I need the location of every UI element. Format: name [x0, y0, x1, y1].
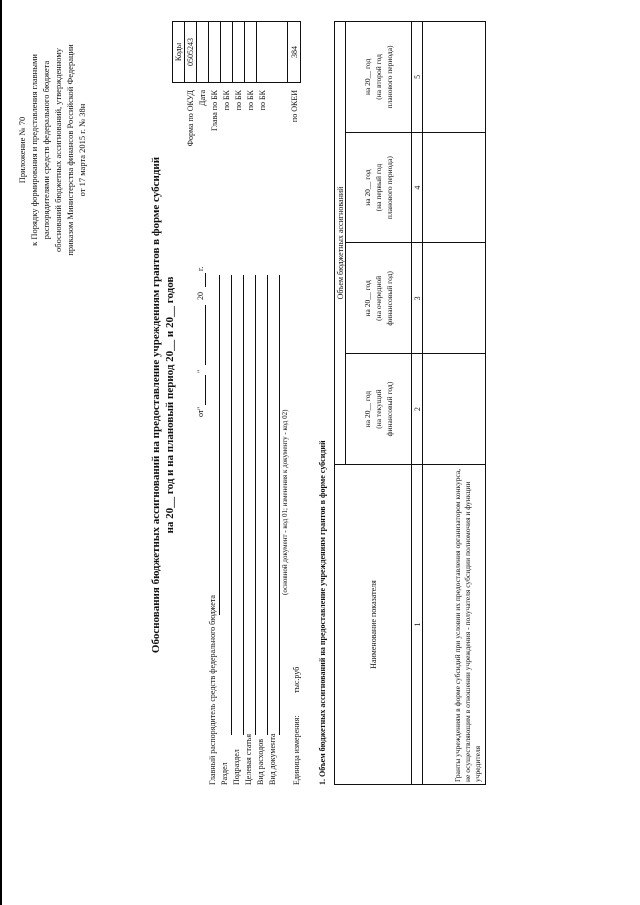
appendix-line-3: обоснований бюджетных ассигнований, утвержденному: [53, 48, 63, 252]
col-header-name: Наименование показателя: [335, 464, 412, 784]
code-bk4-value: [257, 22, 288, 83]
label-section: Раздел: [220, 762, 229, 785]
col-num-2: 2: [412, 354, 423, 465]
codes-header: Коды: [173, 22, 185, 83]
appendix-number: Приложение № 70: [17, 116, 27, 184]
col-first-line1: на 20__ год: [363, 169, 373, 206]
unit-value: тыс.руб: [292, 666, 301, 693]
col-current-line2: (на текущий: [374, 389, 384, 429]
date-day-line: [205, 375, 206, 405]
col-current-line3: финансовый год): [385, 381, 395, 437]
code-label-date: Дата: [198, 90, 207, 106]
appendix-line-2: распорядителями средств федерального бюджета: [41, 60, 51, 240]
row-grants-next: [423, 243, 486, 354]
label-subsection: Подраздел: [232, 749, 241, 785]
col-first-line2: (на первый год: [374, 163, 384, 212]
col-header-current: [346, 354, 412, 465]
appendix-line-5: от 17 марта 2015 г. № 38н: [77, 103, 87, 197]
line-subsection: [243, 275, 244, 735]
code-okei-value: 384: [288, 22, 301, 83]
main-table: [334, 21, 486, 785]
label-expense-type: Вид расходов: [256, 739, 265, 785]
col-first-line3: планового периода): [385, 156, 395, 220]
label-manager: Главный распорядитель средств федерального бюджета: [208, 595, 217, 785]
row-grants-line2: не осуществляющим в отношении учреждения - получателя субсидии полномочия и функции учредителя: [463, 481, 482, 782]
line-section: [231, 275, 232, 735]
col-next-line1: на 20__ год: [363, 280, 373, 317]
col-next-line3: финансовый год): [385, 271, 395, 326]
code-bk3-value: [245, 22, 257, 83]
row-grants-first: [423, 132, 486, 243]
code-bk1-value: [221, 22, 233, 83]
line-target-item: [255, 275, 256, 735]
code-bk2-value: [233, 22, 245, 83]
col-current-line1: на 20__ год: [363, 390, 373, 428]
col-num-1: 1: [412, 464, 423, 784]
label-doc-type: Вид документа: [268, 733, 277, 785]
code-label-okei: по ОКЕИ: [290, 90, 299, 123]
row-grants-current: [423, 354, 486, 465]
row-grants-name: [423, 464, 486, 784]
code-date-value: [197, 22, 209, 83]
date-quote-close: ": [196, 369, 205, 373]
date-quote-open: ": [196, 406, 205, 410]
code-label-bk1: по БК: [222, 90, 231, 111]
date-year: 20: [196, 292, 205, 300]
col-header-volume: Объем бюджетных ассигнований: [335, 22, 346, 465]
col-num-3: 3: [412, 243, 423, 354]
appendix-block: [16, 15, 88, 285]
codes-table: [172, 21, 301, 83]
code-okud-value: 0505243: [185, 22, 197, 83]
row-grants-line1: Гранты учреждениям в форме субсидий при условии их предоставления организатором конкурса,: [453, 468, 462, 782]
document-title: Обоснования бюджетных ассигнований на предоставление учреждениям грантов в форме субсидий: [150, 156, 162, 654]
code-label-okud: Форма по ОКУД: [186, 90, 195, 147]
appendix-line-1: к Порядку формирования и представления главными: [29, 54, 39, 246]
document-subtitle: на 20__ год и на плановый период 20__ и 20__ годов: [164, 276, 176, 534]
label-unit: Единица измерения:: [292, 715, 301, 785]
code-chapter-value: [209, 22, 221, 83]
row-grants-second: [423, 22, 486, 133]
line-doc-type: [279, 275, 280, 735]
date-year-line: [205, 273, 206, 287]
date-month-line: [205, 305, 206, 365]
col-second-line3: планового периода): [385, 45, 395, 109]
col-num-5: 5: [412, 22, 423, 133]
col-header-second: [346, 22, 412, 133]
code-label-bk3: по БК: [246, 90, 255, 111]
section-1-title: 1. Объем бюджетных ассигнований на предоставление учреждениям грантов в форме субсидий: [318, 440, 327, 785]
appendix-line-4: приказом Министерства финансов Российской Федерации: [65, 44, 75, 256]
date-suffix: г.: [196, 266, 205, 271]
date-prefix: от: [196, 409, 205, 417]
line-expense-type: [267, 275, 268, 735]
col-second-line2: (на второй год: [374, 54, 384, 100]
col-num-4: 4: [412, 132, 423, 243]
code-label-bk2: по БК: [234, 90, 243, 111]
col-next-line2: (на очередной: [374, 275, 384, 321]
col-header-first: [346, 132, 412, 243]
code-label-chapter: Глава по БК: [210, 90, 219, 131]
label-target-item: Целевая статья: [244, 733, 253, 785]
col-second-line1: на 20__ год: [363, 58, 373, 96]
line-manager: [219, 275, 220, 615]
code-label-bk4: по БК: [258, 90, 267, 111]
doc-type-hint: (основной документ - код 01; изменения к документу - код 02): [281, 409, 289, 595]
col-header-next: [346, 243, 412, 354]
